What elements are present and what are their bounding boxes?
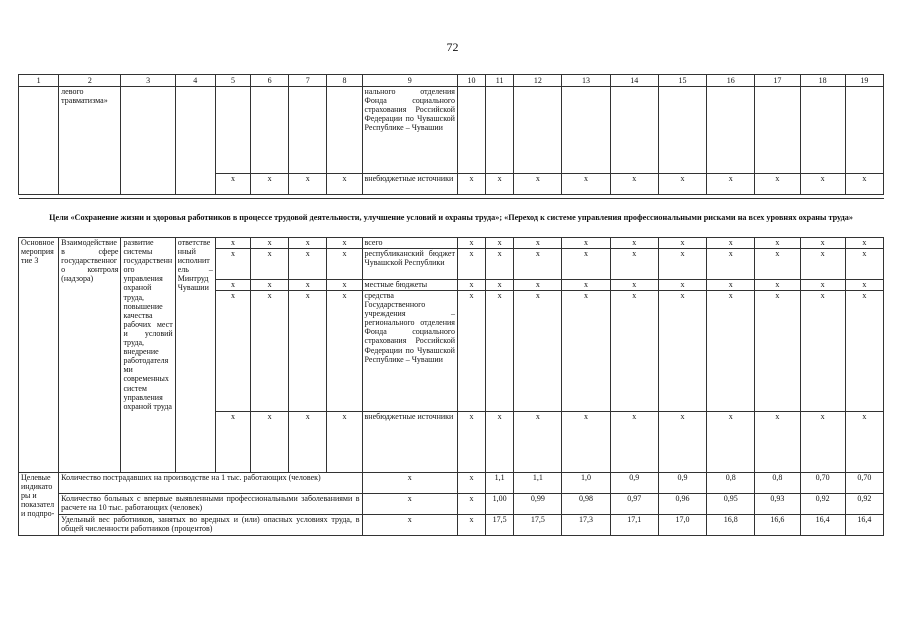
indicator-value: 17,1 (610, 515, 658, 536)
program-table (18, 74, 884, 536)
mark-cell: x (610, 249, 658, 280)
measure-description: развитие системы государственного управления охраной труда, повышение качества рабочих мест и условий труда, внедрение работодателями современных систем управления охраной труда (121, 238, 175, 473)
indicator-value: 0,95 (707, 494, 755, 515)
column-number: 4 (175, 75, 215, 87)
indicator-name: Удельный вес работников, занятых во вредных и (или) опасных условиях труда, в общей численности работников (процентов) (59, 515, 362, 536)
mark-cell: x (362, 473, 457, 494)
mark-cell: x (845, 249, 883, 280)
mark-cell: x (658, 238, 706, 249)
cont-c1 (19, 87, 59, 195)
mark-cell: x (251, 280, 289, 291)
source-cell: республиканский бюджет Чувашской Республики (362, 249, 457, 280)
mark-cell: x (658, 412, 706, 473)
empty-cell (562, 87, 610, 174)
mark-cell: x (562, 238, 610, 249)
mark-cell: x (514, 238, 562, 249)
mark-cell: x (707, 412, 755, 473)
empty-cell (845, 87, 883, 174)
mark-cell: x (514, 280, 562, 291)
mark-cell: x (289, 291, 327, 412)
mark-cell: x (327, 412, 362, 473)
empty-cell (800, 87, 845, 174)
indicator-value: 17,5 (486, 515, 514, 536)
mark-cell: x (215, 280, 250, 291)
indicator-value: 0,8 (755, 473, 800, 494)
mark-cell: x (251, 249, 289, 280)
mark-cell: x (514, 249, 562, 280)
column-number: 3 (121, 75, 175, 87)
mark-cell: x (707, 174, 755, 195)
empty-cell (457, 87, 485, 174)
column-number: 14 (610, 75, 658, 87)
indicator-value: 1,00 (486, 494, 514, 515)
mark-cell: x (800, 238, 845, 249)
mark-cell: x (755, 291, 800, 412)
indicator-row (19, 494, 884, 515)
indicator-row (19, 515, 884, 536)
mark-cell: x (486, 174, 514, 195)
column-number: 13 (562, 75, 610, 87)
mark-cell: x (755, 238, 800, 249)
column-number: 17 (755, 75, 800, 87)
mark-cell: x (800, 280, 845, 291)
source-cell: внебюджетные источники (362, 174, 457, 195)
mark-cell: x (251, 174, 289, 195)
mark-cell: x (845, 174, 883, 195)
mark-cell: x (514, 174, 562, 195)
measure-row (19, 238, 884, 249)
mark-cell: x (658, 280, 706, 291)
mark-cell: x (845, 412, 883, 473)
indicator-value: 16,8 (707, 515, 755, 536)
mark-cell: x (845, 280, 883, 291)
mark-cell: x (327, 238, 362, 249)
indicator-value: 17,0 (658, 515, 706, 536)
empty-cell (251, 87, 289, 174)
mark-cell: x (658, 291, 706, 412)
mark-cell: x (800, 412, 845, 473)
indicator-value: 0,92 (845, 494, 883, 515)
header-row (19, 75, 884, 87)
source-cell: внебюджетные источники (362, 412, 457, 473)
mark-cell: x (610, 238, 658, 249)
mark-cell: x (215, 174, 250, 195)
column-number: 5 (215, 75, 250, 87)
source-cell: всего (362, 238, 457, 249)
source-cell: нального отделения Фонда социального страхования Российской Федерации по Чувашской Республике – Чувашии (362, 87, 457, 174)
column-number: 18 (800, 75, 845, 87)
indicator-value: 0,99 (514, 494, 562, 515)
mark-cell: x (562, 174, 610, 195)
mark-cell: x (362, 515, 457, 536)
mark-cell: x (327, 249, 362, 280)
mark-cell: x (251, 291, 289, 412)
column-number: 8 (327, 75, 362, 87)
empty-cell (486, 87, 514, 174)
cont-c2: левого травматизма» (59, 87, 121, 195)
indicator-value: 1,1 (486, 473, 514, 494)
mark-cell: x (215, 238, 250, 249)
column-number: 16 (707, 75, 755, 87)
mark-cell: x (707, 249, 755, 280)
mark-cell: x (610, 412, 658, 473)
indicator-value: 0,70 (845, 473, 883, 494)
cont-c4 (175, 87, 215, 195)
mark-cell: x (486, 249, 514, 280)
indicator-value: 0,9 (610, 473, 658, 494)
mark-cell: x (289, 280, 327, 291)
column-number: 12 (514, 75, 562, 87)
mark-cell: x (562, 412, 610, 473)
mark-cell: x (457, 238, 485, 249)
source-cell: местные бюджеты (362, 280, 457, 291)
empty-cell (658, 87, 706, 174)
mark-cell: x (457, 473, 485, 494)
mark-cell: x (610, 174, 658, 195)
indicator-value: 0,98 (562, 494, 610, 515)
mark-cell: x (215, 412, 250, 473)
indicator-name: Количество больных с впервые выявленными профессиональными заболеваниями в расчете на 10 тыс. работающих (человек) (59, 494, 362, 515)
mark-cell: x (845, 291, 883, 412)
source-cell: средства Государственного учреждения – регионального отделения Фонда социального страхования Российской Федерации по Чувашской Республике – Чувашии (362, 291, 457, 412)
indicators-label: Целевые индикаторы и показатели подпро- (19, 473, 59, 536)
mark-cell: x (457, 249, 485, 280)
mark-cell: x (658, 249, 706, 280)
mark-cell: x (486, 412, 514, 473)
mark-cell: x (486, 291, 514, 412)
measure-name: Взаимодействие в сфере государственного контроля (надзора) (59, 238, 121, 473)
title-row (19, 199, 884, 238)
mark-cell: x (707, 280, 755, 291)
column-number: 15 (658, 75, 706, 87)
mark-cell: x (514, 412, 562, 473)
column-number: 7 (289, 75, 327, 87)
mark-cell: x (457, 174, 485, 195)
column-number: 11 (486, 75, 514, 87)
mark-cell: x (707, 291, 755, 412)
indicator-value: 0,9 (658, 473, 706, 494)
empty-cell (289, 87, 327, 174)
indicator-value: 1,0 (562, 473, 610, 494)
mark-cell: x (562, 280, 610, 291)
mark-cell: x (755, 249, 800, 280)
mark-cell: x (562, 291, 610, 412)
empty-cell (610, 87, 658, 174)
column-number: 6 (251, 75, 289, 87)
indicator-value: 16,4 (845, 515, 883, 536)
mark-cell: x (215, 291, 250, 412)
indicator-value: 0,70 (800, 473, 845, 494)
mark-cell: x (289, 412, 327, 473)
empty-cell (327, 87, 362, 174)
mark-cell: x (800, 174, 845, 195)
indicator-value: 0,92 (800, 494, 845, 515)
mark-cell: x (457, 515, 485, 536)
empty-cell (215, 87, 250, 174)
indicator-row (19, 473, 884, 494)
column-number: 9 (362, 75, 457, 87)
mark-cell: x (251, 412, 289, 473)
indicator-value: 0,97 (610, 494, 658, 515)
mark-cell: x (327, 280, 362, 291)
mark-cell: x (755, 280, 800, 291)
indicator-value: 16,4 (800, 515, 845, 536)
indicator-name: Количество пострадавших на производстве на 1 тыс. работающих (человек) (59, 473, 362, 494)
column-number: 1 (19, 75, 59, 87)
mark-cell: x (289, 238, 327, 249)
mark-cell: x (457, 494, 485, 515)
mark-cell: x (845, 238, 883, 249)
mark-cell: x (707, 238, 755, 249)
mark-cell: x (289, 174, 327, 195)
continuation-row (19, 87, 884, 174)
empty-cell (707, 87, 755, 174)
mark-cell: x (457, 280, 485, 291)
mark-cell: x (800, 291, 845, 412)
mark-cell: x (251, 238, 289, 249)
indicator-value: 17,5 (514, 515, 562, 536)
mark-cell: x (514, 291, 562, 412)
mark-cell: x (327, 174, 362, 195)
column-number: 19 (845, 75, 883, 87)
mark-cell: x (215, 249, 250, 280)
column-number: 10 (457, 75, 485, 87)
mark-cell: x (610, 291, 658, 412)
column-number: 2 (59, 75, 121, 87)
page-number: 72 (446, 40, 459, 54)
mark-cell: x (658, 174, 706, 195)
section-title: Цели «Сохранение жизни и здоровья работников в процессе трудовой деятельности, улучшение условий и охраны труда»; «Переход к системе управления профессиональными рисками на всех уровнях охраны труда» (19, 199, 884, 238)
indicator-value: 1,1 (514, 473, 562, 494)
mark-cell: x (486, 280, 514, 291)
empty-cell (755, 87, 800, 174)
indicator-value: 17,3 (562, 515, 610, 536)
indicator-value: 0,96 (658, 494, 706, 515)
measure-label: Основное мероприятие 3 (19, 238, 59, 473)
indicator-value: 16,6 (755, 515, 800, 536)
indicator-value: 0,93 (755, 494, 800, 515)
mark-cell: x (755, 412, 800, 473)
mark-cell: x (610, 280, 658, 291)
mark-cell: x (755, 174, 800, 195)
mark-cell: x (457, 291, 485, 412)
empty-cell (514, 87, 562, 174)
mark-cell: x (562, 249, 610, 280)
cont-c3 (121, 87, 175, 195)
mark-cell: x (327, 291, 362, 412)
mark-cell: x (800, 249, 845, 280)
mark-cell: x (362, 494, 457, 515)
mark-cell: x (289, 249, 327, 280)
mark-cell: x (457, 412, 485, 473)
indicator-value: 0,8 (707, 473, 755, 494)
measure-executor: ответственный исполнитель – Минтруд Чувашии (175, 238, 215, 473)
mark-cell: x (486, 238, 514, 249)
